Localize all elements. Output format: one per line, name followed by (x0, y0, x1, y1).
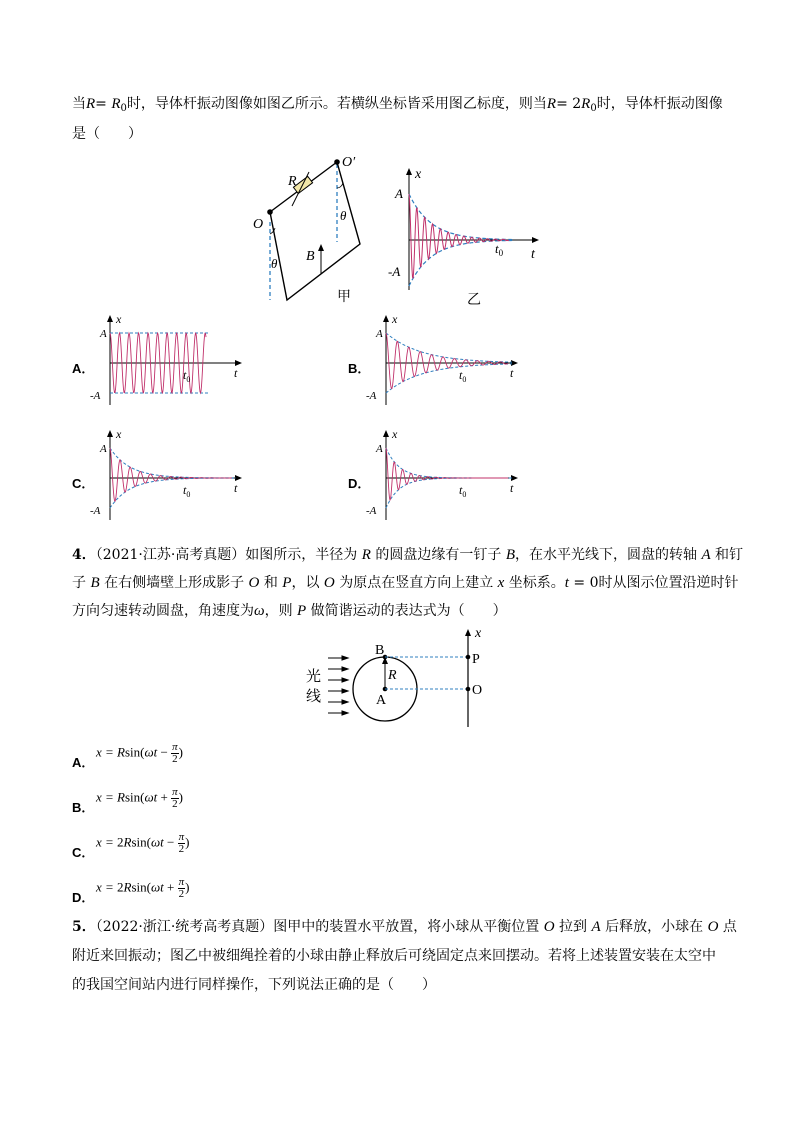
axis-label-t: t (234, 481, 238, 495)
caption-jia: 甲 (337, 290, 351, 305)
formula-r: R (117, 789, 125, 805)
formula-fn: sin( (125, 744, 145, 760)
q3-text-line-2: 是（ ） (72, 126, 142, 142)
q4-option-d-formula[interactable] (96, 877, 190, 900)
label-b: B (306, 249, 315, 264)
x-axis-arrow (107, 430, 113, 437)
axis-label-t: t (531, 247, 535, 262)
q4-option-c-label[interactable]: C． (72, 845, 95, 860)
axis-label-t0: $t_0$ (183, 483, 191, 499)
label-r: R (388, 668, 397, 683)
q4-text-line-2: 子 B 在右侧墙壁上形成影子 O 和 P，以 O 为原点在竖直方向上建立 x 坐标系。t = 0时从图示位置沿逆时针 (72, 575, 739, 591)
envelope-upper (110, 448, 236, 478)
axis-label-neg-a: -A (90, 505, 101, 517)
q3-option-a-graph[interactable] (90, 313, 250, 413)
q3-option-a-label[interactable]: A． (72, 361, 95, 376)
q4-text-line-1: 4．（2021·江苏·高考真题）如图所示，半径为 R 的圆盘边缘有一钉子 B，在水平光线下，圆盘的转轴 A 和钉 (72, 547, 744, 563)
q3-option-b-graph[interactable] (366, 313, 526, 413)
formula-lhs: x = (96, 744, 118, 760)
formula-close: ) (178, 744, 183, 760)
oscillation (110, 448, 232, 501)
axis-label-neg-a: -A (366, 390, 377, 402)
formula-sign: − (163, 834, 178, 850)
formula-wt: ωt (151, 879, 164, 895)
formula-close: ) (185, 834, 190, 850)
axis-label-neg-a: -A (388, 264, 401, 279)
q5-text-line-1: 5．（2022·浙江·统考高考真题）图甲中的装置水平放置，将小球从平衡位置 O 拉到 A 后释放，小球在 O 点 (72, 919, 737, 935)
formula-sign: + (163, 879, 178, 895)
oscillation (386, 333, 508, 389)
axis-label-neg-a: -A (90, 390, 101, 402)
formula-fraction: $\frac{\pi}{2}$ (178, 876, 185, 900)
axis-label-neg-a: -A (366, 505, 377, 517)
figure-yi (385, 160, 545, 310)
q3-option-c-label[interactable]: C． (72, 476, 95, 491)
axis-label-x: x (116, 312, 122, 326)
formula-lhs: x = (96, 834, 118, 850)
damped-wave (409, 194, 509, 278)
formula-sign: + (157, 789, 172, 805)
formula-sign: − (157, 744, 172, 760)
formula-fn: sin( (131, 834, 151, 850)
formula-wt: ωt (144, 744, 158, 760)
label-x: x (475, 626, 482, 641)
label-r: R (288, 174, 297, 189)
formula-wt: ωt (151, 834, 164, 850)
formula-lhs: x = (96, 789, 118, 805)
label-light-1: 光 (306, 669, 322, 685)
q4-option-a-label[interactable]: A． (72, 755, 95, 770)
q3-option-c-graph[interactable] (90, 428, 250, 528)
label-theta-left: θ (271, 256, 278, 271)
formula-lhs: x = (96, 879, 118, 895)
envelope-upper (386, 333, 512, 362)
formula-fraction: $\frac{\pi}{2}$ (178, 831, 185, 855)
figure-jia (250, 152, 370, 305)
light-arrows (328, 656, 348, 715)
q4-option-b-formula[interactable] (96, 787, 183, 810)
q4-text-line-3: 方向匀速转动圆盘，角速度为ω，则 P 做简谐运动的表达式为（ ） (72, 603, 507, 619)
oscillation (386, 448, 508, 500)
q4-option-a-formula[interactable] (96, 742, 183, 765)
formula-close: ) (178, 789, 183, 805)
formula-r: R (117, 744, 125, 760)
axis-label-x: x (392, 312, 398, 326)
formula-close: ) (185, 879, 190, 895)
axis-label-t: t (234, 366, 238, 380)
label-theta-right: θ (340, 208, 347, 223)
q3-option-d-graph[interactable] (366, 428, 526, 528)
formula-coef: 2 (117, 834, 124, 850)
label-light-2: 线 (306, 689, 322, 705)
formula-fn: sin( (131, 879, 151, 895)
axis-label-a: A (376, 328, 383, 340)
caption-yi: 乙 (467, 293, 481, 308)
axis-label-a: A (100, 443, 107, 455)
q3-option-b-label[interactable]: B． (348, 361, 371, 376)
formula-wt: ωt (144, 789, 158, 805)
q5-text-line-2: 附近来回振动；图乙中被细绳拴着的小球由静止释放后可绕固定点来回摆动。若将上述装置安装在太空中 (72, 948, 716, 964)
formula-fraction: $\frac{\pi}{2}$ (172, 741, 178, 765)
axis-label-a: A (100, 328, 107, 340)
label-o: O (472, 683, 483, 698)
x-axis-arrow (383, 430, 389, 437)
label-p: P (472, 652, 480, 667)
label-o: O (253, 217, 264, 232)
axis-label-t0: $t_0$ (459, 368, 467, 384)
label-b: B (375, 643, 385, 658)
q4-option-d-label[interactable]: D． (72, 890, 95, 905)
axis-label-x: x (116, 427, 122, 441)
axis-label-a: A (376, 443, 383, 455)
axis-label-t0: $t_0$ (495, 241, 504, 258)
q4-option-c-formula[interactable] (96, 832, 190, 855)
q3-text-line-1: 当$R= R_0$时，导体杆振动图像如图乙所示。若横纵坐标皆采用图乙标度，则当$R= 2R_0$时，导体杆振动图像 (72, 96, 723, 114)
formula-fraction: $\frac{\pi}{2}$ (172, 786, 178, 810)
q3-option-d-label[interactable]: D． (348, 476, 371, 491)
formula-fn: sin( (125, 789, 145, 805)
axis-label-t: t (510, 366, 514, 380)
formula-r: R (123, 879, 132, 895)
axis-label-t: t (510, 481, 514, 495)
axis-label-t0: $t_0$ (459, 483, 467, 499)
axis-label-x: x (415, 167, 422, 182)
axis-label-t0: $t_0$ (183, 368, 191, 384)
formula-r: R (123, 834, 132, 850)
figure-q4 (300, 625, 500, 730)
label-a: A (376, 693, 387, 708)
x-axis-arrow (383, 315, 389, 322)
q5-text-line-3: 的我国空间站内进行同样操作，下列说法正确的是（ ） (72, 977, 436, 993)
axis-label-x: x (392, 427, 398, 441)
envelope-upper (386, 448, 512, 478)
x-axis-arrow (107, 315, 113, 322)
axis-label-a: A (395, 186, 403, 201)
q4-option-b-label[interactable]: B． (72, 800, 95, 815)
envelope-lower (110, 478, 236, 508)
envelope-lower (386, 478, 512, 508)
formula-coef: 2 (117, 879, 124, 895)
label-o-prime: O′ (342, 155, 356, 170)
